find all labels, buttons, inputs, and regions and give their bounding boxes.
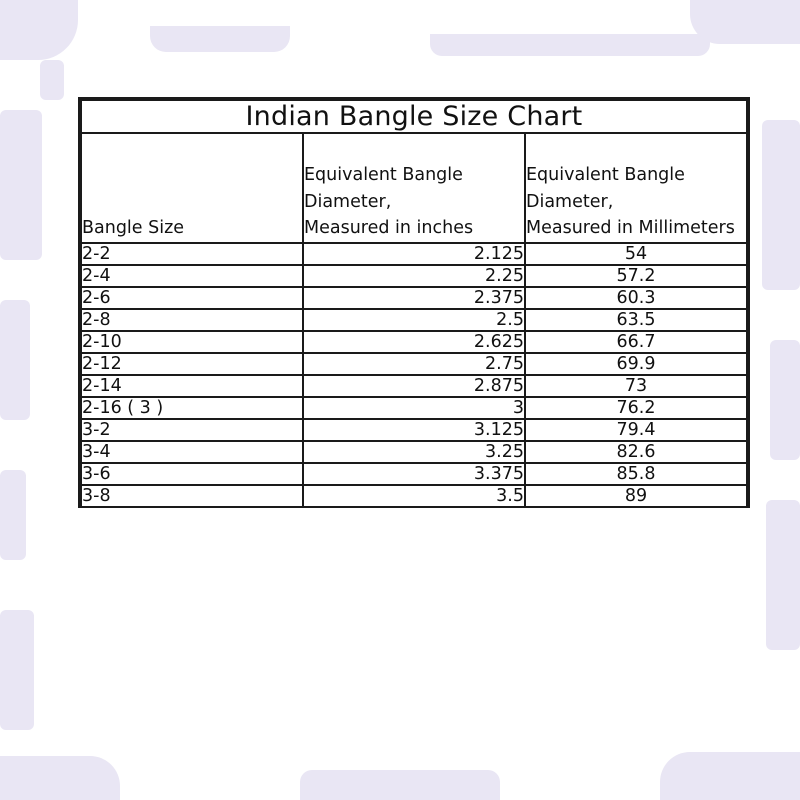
background-smudge <box>150 26 290 52</box>
column-header-diameter-millimeters-line-2: Diameter, <box>526 191 614 212</box>
cell-bangle-size: 3-2 <box>81 419 303 441</box>
cell-diameter-millimeters: 63.5 <box>525 309 747 331</box>
cell-diameter-inches: 2.75 <box>303 353 525 375</box>
cell-bangle-size: 2-16 ( 3 ) <box>81 397 303 419</box>
table-row <box>81 419 747 441</box>
cell-bangle-size: 3-4 <box>81 441 303 463</box>
table-row <box>81 397 747 419</box>
size-chart-sheet <box>78 97 750 508</box>
table-row <box>81 375 747 397</box>
table-row <box>81 485 747 506</box>
table-row <box>81 265 747 287</box>
cell-diameter-millimeters: 82.6 <box>525 441 747 463</box>
cell-diameter-inches: 2.5 <box>303 309 525 331</box>
cell-diameter-inches: 3.25 <box>303 441 525 463</box>
background-smudge <box>690 0 800 44</box>
cell-diameter-millimeters: 89 <box>525 485 747 506</box>
background-smudge <box>0 0 78 60</box>
cell-diameter-millimeters: 57.2 <box>525 265 747 287</box>
background-smudge <box>0 610 34 730</box>
page-title: Indian Bangle Size Chart <box>81 100 747 133</box>
background-smudge <box>300 770 500 800</box>
background-smudge <box>40 60 64 100</box>
column-header-diameter-inches-line-1: Equivalent Bangle <box>304 165 463 186</box>
cell-diameter-millimeters: 79.4 <box>525 419 747 441</box>
cell-bangle-size: 2-12 <box>81 353 303 375</box>
cell-diameter-millimeters: 60.3 <box>525 287 747 309</box>
bangle-size-table <box>80 99 748 506</box>
cell-bangle-size: 2-4 <box>81 265 303 287</box>
cell-diameter-inches: 2.875 <box>303 375 525 397</box>
cell-diameter-inches: 2.125 <box>303 243 525 265</box>
cell-diameter-millimeters: 76.2 <box>525 397 747 419</box>
background-smudge <box>430 34 710 56</box>
cell-bangle-size: 2-8 <box>81 309 303 331</box>
background-smudge <box>0 110 42 260</box>
cell-bangle-size: 3-8 <box>81 485 303 506</box>
background-smudge <box>0 470 26 560</box>
column-header-diameter-inches-line-2: Diameter, <box>304 191 392 212</box>
background-smudge <box>0 300 30 420</box>
title-row <box>81 100 747 133</box>
table-row <box>81 287 747 309</box>
cell-diameter-inches: 2.625 <box>303 331 525 353</box>
table-row <box>81 331 747 353</box>
cell-diameter-inches: 3.125 <box>303 419 525 441</box>
column-header-diameter-millimeters-line-1: Equivalent Bangle <box>526 165 685 186</box>
cell-diameter-millimeters: 73 <box>525 375 747 397</box>
background-smudge <box>766 500 800 650</box>
cell-diameter-inches: 3.5 <box>303 485 525 506</box>
cell-bangle-size: 3-6 <box>81 463 303 485</box>
cell-diameter-millimeters: 85.8 <box>525 463 747 485</box>
cell-diameter-inches: 2.375 <box>303 287 525 309</box>
cell-diameter-millimeters: 69.9 <box>525 353 747 375</box>
background-smudge <box>770 340 800 460</box>
background-smudge <box>660 752 800 800</box>
cell-bangle-size: 2-10 <box>81 331 303 353</box>
cell-diameter-millimeters: 54 <box>525 243 747 265</box>
column-header-bangle-size-line-1: Bangle Size <box>82 218 185 239</box>
cell-bangle-size: 2-2 <box>81 243 303 265</box>
cell-diameter-millimeters: 66.7 <box>525 331 747 353</box>
cell-diameter-inches: 3 <box>303 397 525 419</box>
cell-diameter-inches: 2.25 <box>303 265 525 287</box>
table-header-row <box>81 133 747 243</box>
column-header-diameter-inches <box>303 133 525 243</box>
cell-diameter-inches: 3.375 <box>303 463 525 485</box>
column-header-diameter-inches-line-3: Measured in inches <box>304 218 474 239</box>
column-header-bangle-size <box>81 133 303 243</box>
background-smudge <box>0 756 120 800</box>
table-row <box>81 243 747 265</box>
table-row <box>81 309 747 331</box>
cell-bangle-size: 2-14 <box>81 375 303 397</box>
table-row <box>81 353 747 375</box>
background-smudge <box>762 120 800 290</box>
column-header-diameter-millimeters-line-3: Measured in Millimeters <box>526 218 735 239</box>
cell-bangle-size: 2-6 <box>81 287 303 309</box>
column-header-diameter-millimeters <box>525 133 747 243</box>
table-row <box>81 463 747 485</box>
table-row <box>81 441 747 463</box>
